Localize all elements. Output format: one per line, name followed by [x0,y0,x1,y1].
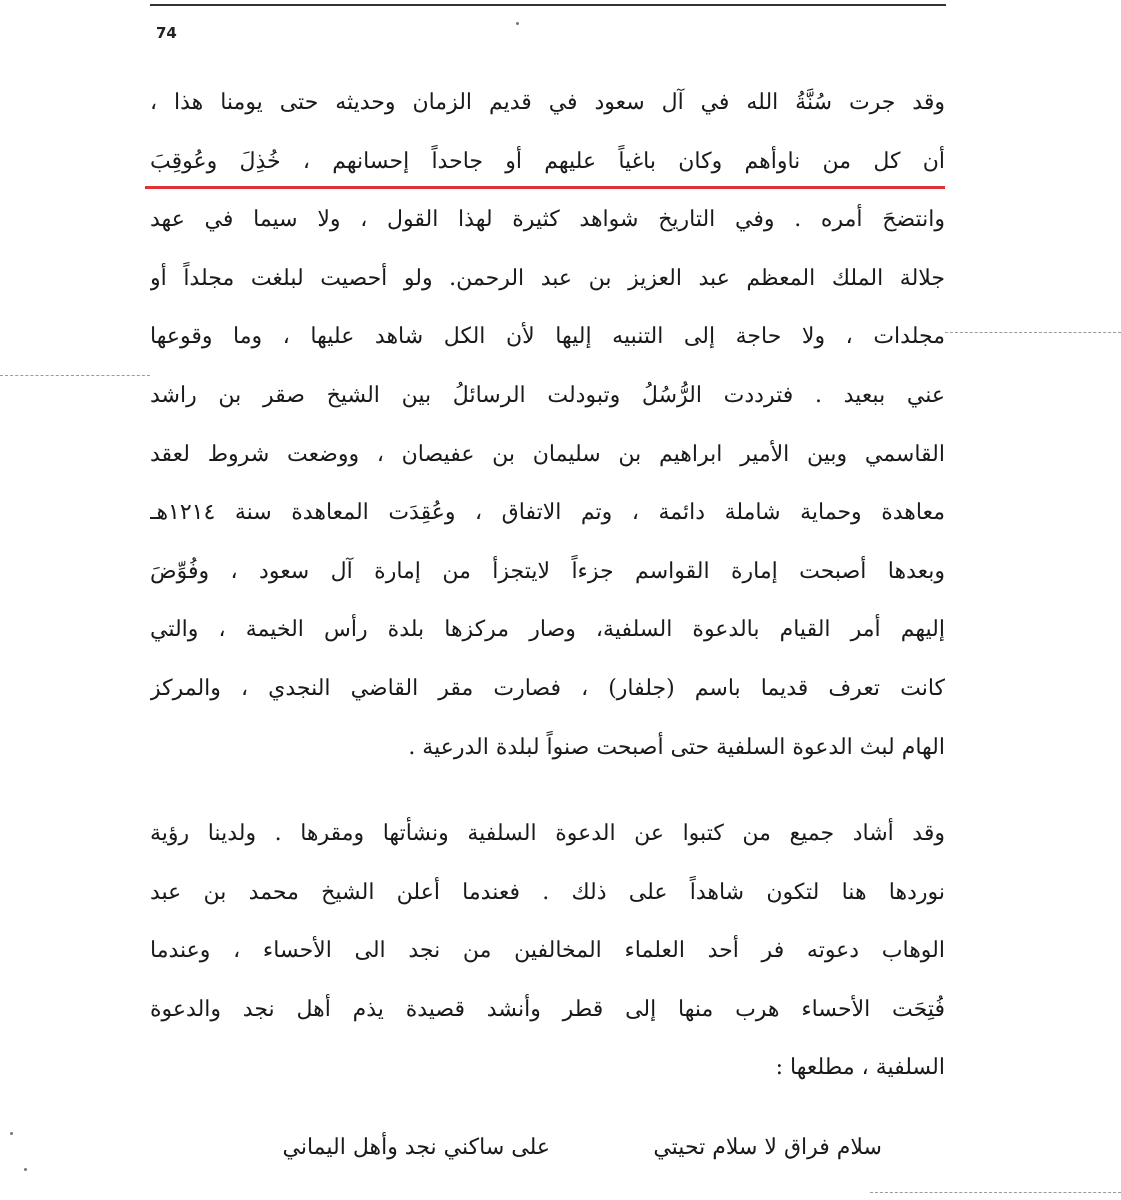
text-line: إليهم أمر القيام بالدعوة السلفية، وصار مركزها بلدة رأس الخيمة ، والتي [150,617,945,643]
scan-artifact-line [0,375,150,376]
red-underline-annotation [145,186,945,189]
text-line: معاهدة وحماية شاملة دائمة ، وتم الاتفاق ، وعُقِدَت المعاهدة سنة ١٢١٤هـ [150,500,945,526]
verse-second-hemistich: على ساكني نجد وأهل اليماني [282,1135,550,1160]
text-line: الهام لبث الدعوة السلفية حتى أصبحت صنواً لبلدة الدرعية . [408,734,945,760]
scan-speck [10,1132,13,1135]
page-number: 74 [156,24,177,42]
text-line: مجلدات ، ولا حاجة إلى التنبيه إليها لأن الكل شاهد عليها ، وما وقوعها [150,324,945,350]
text-line: وقد جرت سُنَّةُ الله في آل سعود في قديم الزمان وحديثه حتى يومنا هذا ، [150,90,945,115]
text-line: جلالة الملك المعظم عبد العزيز بن عبد الرحمن. ولو أحصيت لبلغت مجلداً أو [150,265,945,291]
text-line: نوردها هنا لتكون شاهداً على ذلك . فعندما أعلن الشيخ محمد بن عبد [150,879,945,905]
top-rule [150,4,946,6]
paragraph-1 [150,74,945,777]
text-line: القاسمي وبين الأمير ابراهيم بن سليمان بن عفيصان ، ووضعت شروط لعقد [150,441,945,467]
text-line: الوهاب دعوته فر أحد العلماء المخالفين من نجد الى الأحساء ، وعندما [150,938,945,964]
text-line: السلفية ، مطلعها : [775,1055,945,1081]
scan-speck [24,1168,27,1171]
text-line: فُتِحَت الأحساء هرب منها إلى قطر وأنشد قصيدة يذم أهل نجد والدعوة [150,996,945,1022]
text-line: عني ببعيد . فترددت الرُّسُلُ وتبودلت الرسائلُ بين الشيخ صقر بن راشد [150,382,945,408]
scan-artifact-line [870,1192,1121,1193]
scan-speck [516,22,519,25]
text-line: وبعدها أصبحت إمارة القواسم جزءاً لايتجزأ من إمارة آل سعود ، وفُوِّضَ [150,558,945,584]
text-line: وانتضحَ أمره . وفي التاريخ شواهد كثيرة لهذا القول ، ولا سيما في عهد [150,207,945,233]
scan-artifact-line [945,332,1121,333]
text-line: كانت تعرف قديما باسم (جلفار) ، فصارت مقر القاضي النجدي ، والمركز [150,675,945,701]
verse-first-hemistich: سلام فراق لا سلام تحيتي [653,1135,882,1160]
paragraph-2 [150,805,945,1098]
highlighted-text-line: أن كل من ناوأهم وكان باغياً عليهم أو جاحداً إحسانهم ، خُذِلَ وعُوقِبَ [150,148,945,174]
text-line: وقد أشاد جميع من كتبوا عن الدعوة السلفية ونشأتها ومقرها . ولدينا رؤية [150,821,945,846]
